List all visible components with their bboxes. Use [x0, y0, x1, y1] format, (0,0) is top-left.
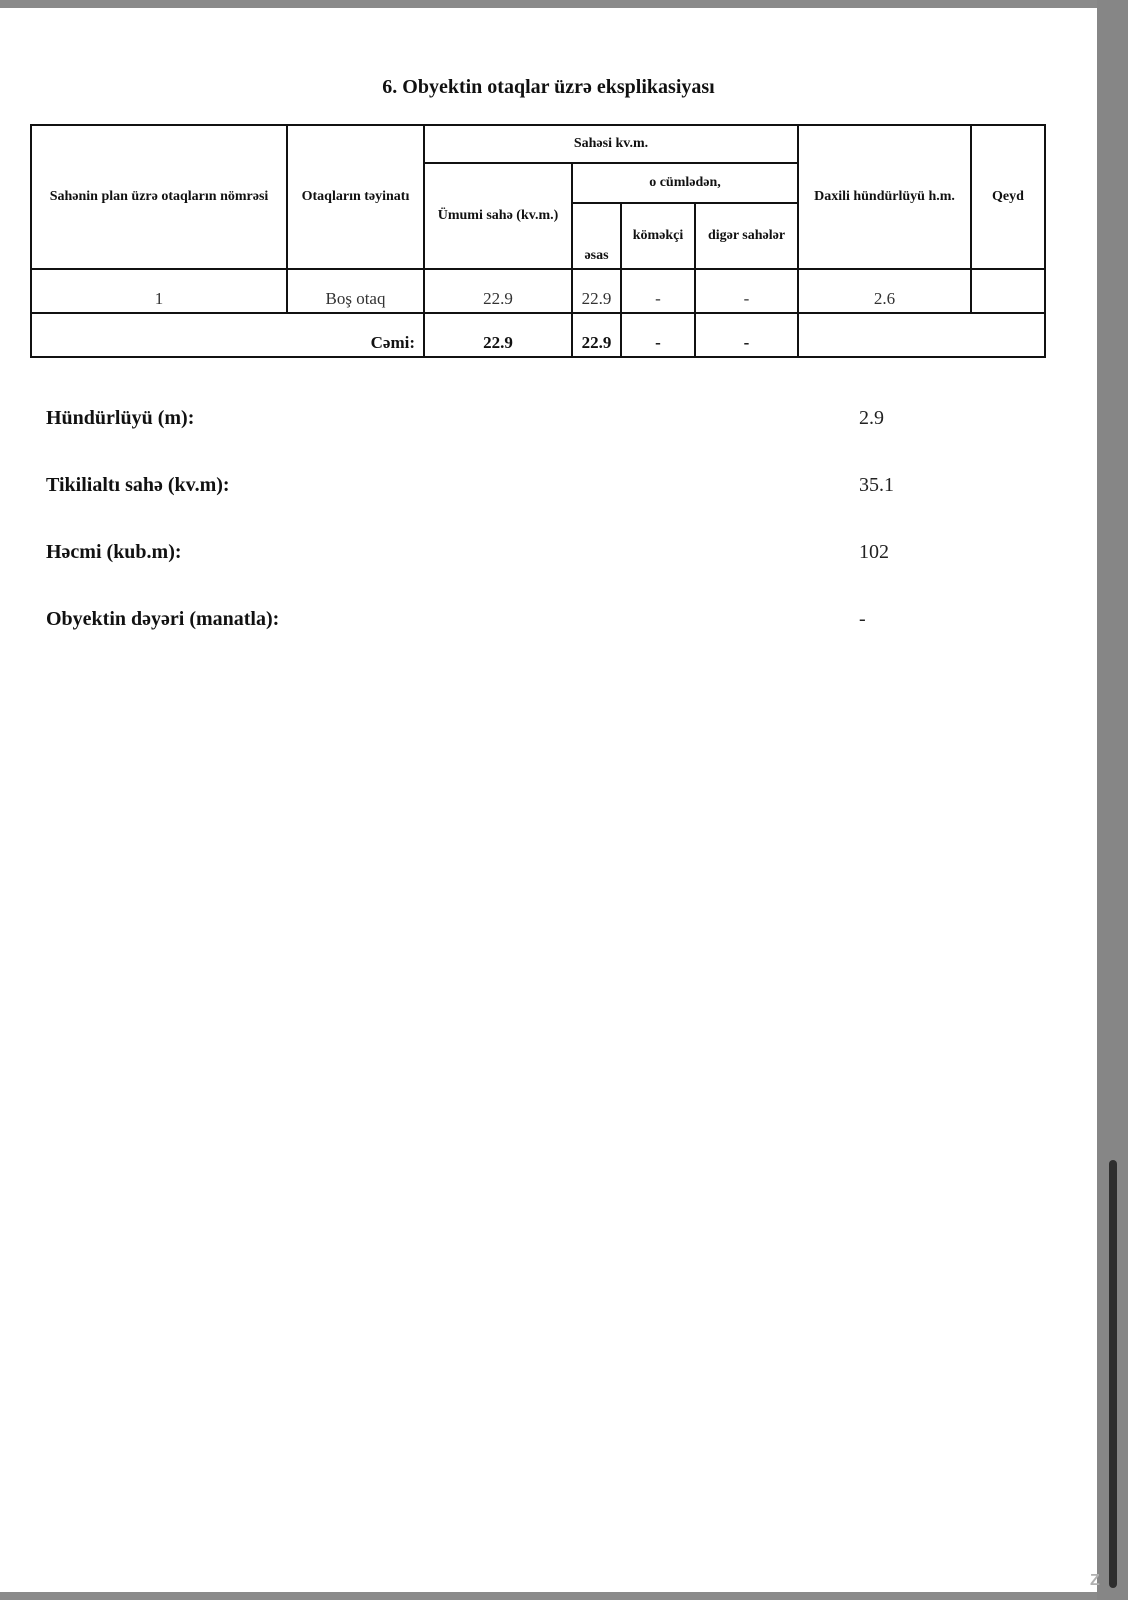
cell-total-area: 22.9: [424, 269, 572, 313]
document-page: [0, 8, 1097, 1592]
header-note: Qeyd: [971, 125, 1045, 269]
total-label: Cəmi:: [31, 313, 424, 357]
summary-volume-value: 102: [859, 541, 889, 563]
document-title: 6. Obyektin otaqlar üzrə eksplikasiyası: [382, 76, 715, 98]
total-row: [31, 313, 1045, 357]
summary-height: [46, 407, 1046, 435]
cell-other: -: [695, 269, 798, 313]
summary-volume: [46, 541, 1046, 569]
header-area-group: Sahəsi kv.m.: [424, 125, 798, 163]
summary-footprint: [46, 474, 1046, 502]
summary-value: [46, 608, 1046, 636]
header-including: o cümlədən,: [572, 163, 798, 203]
scrollbar-thumb[interactable]: [1109, 1160, 1117, 1588]
cell-note: [971, 269, 1045, 313]
header-inner-height: Daxili hündürlüyü h.m.: [798, 125, 971, 269]
summary-footprint-value: 35.1: [859, 474, 894, 496]
watermark: Z: [1090, 1572, 1100, 1589]
summary-value-label: Obyektin dəyəri (manatla):: [46, 608, 280, 630]
header-purpose: Otaqların təyinatı: [287, 125, 424, 269]
total-total-area: 22.9: [424, 313, 572, 357]
total-auxiliary: -: [621, 313, 695, 357]
table-row: [31, 269, 1045, 313]
header-total-area: Ümumi sahə (kv.m.): [424, 163, 572, 269]
cell-height: 2.6: [798, 269, 971, 313]
summary-footprint-label: Tikilialtı sahə (kv.m):: [46, 474, 230, 496]
summary-height-label: Hündürlüyü (m):: [46, 407, 195, 429]
header-auxiliary: köməkçi: [621, 203, 695, 269]
cell-number: 1: [31, 269, 287, 313]
total-other: -: [695, 313, 798, 357]
cell-main: 22.9: [572, 269, 621, 313]
summary-value-value: -: [859, 608, 866, 630]
cell-purpose: Boş otaq: [287, 269, 424, 313]
total-main: 22.9: [572, 313, 621, 357]
cell-auxiliary: -: [621, 269, 695, 313]
summary-volume-label: Həcmi (kub.m):: [46, 541, 182, 563]
header-main: əsas: [572, 203, 621, 269]
total-empty-cell: [798, 313, 1045, 357]
header-room-number: Sahənin plan üzrə otaqların nömrəsi: [31, 125, 287, 269]
header-other: digər sahələr: [695, 203, 798, 269]
explication-table: [30, 124, 1046, 358]
summary-height-value: 2.9: [859, 407, 884, 429]
